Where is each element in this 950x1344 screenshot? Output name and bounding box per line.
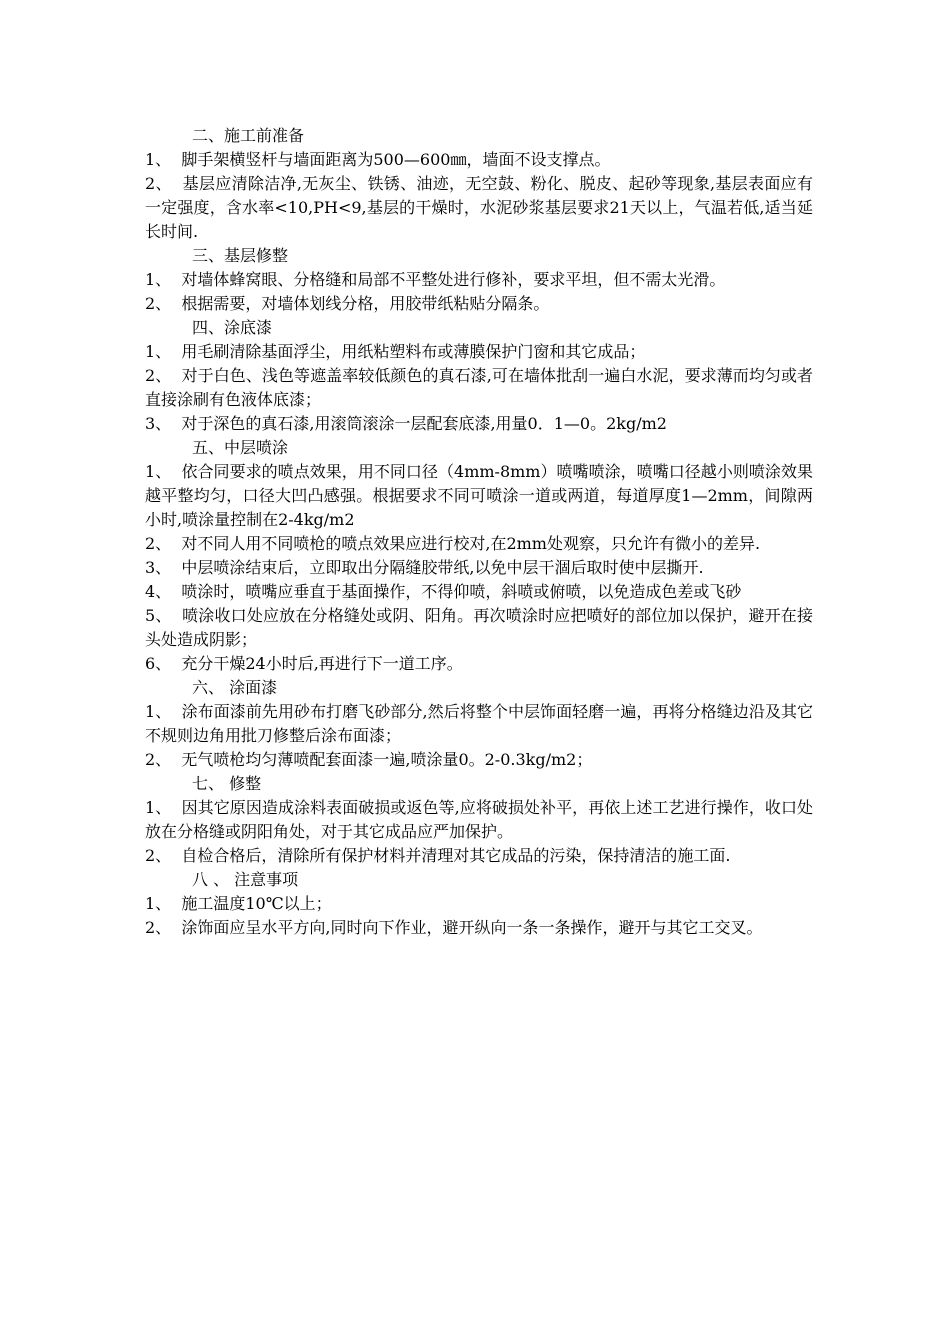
item-number: 2、 xyxy=(145,294,172,313)
list-item xyxy=(145,268,813,292)
item-number: 2、 xyxy=(145,534,172,553)
item-number: 3、 xyxy=(145,558,172,577)
list-item xyxy=(145,916,813,940)
document-body xyxy=(145,124,813,940)
item-number: 1、 xyxy=(145,270,172,289)
item-text: 对不同人用不同喷枪的喷点效果应进行校对,在2mm处观察，只允许有微小的差异. xyxy=(181,534,761,553)
item-number: 2、 xyxy=(145,918,172,937)
item-number: 1、 xyxy=(145,342,172,361)
item-number: 1、 xyxy=(145,894,172,913)
item-number: 4、 xyxy=(145,582,172,601)
list-item xyxy=(145,796,813,844)
item-number: 1、 xyxy=(145,462,172,481)
item-number: 3、 xyxy=(145,414,172,433)
list-item xyxy=(145,556,813,580)
item-text: 对于深色的真石漆,用滚筒滚涂一层配套底漆,用量0．1—0。2kg/m2 xyxy=(181,414,667,433)
section-heading: 四、涂底漆 xyxy=(192,318,273,337)
item-number: 2、 xyxy=(145,846,172,865)
item-number: 1、 xyxy=(145,798,172,817)
section-heading: 六、 涂面漆 xyxy=(192,678,278,697)
item-text: 用毛刷清除基面浮尘，用纸粘塑料布或薄膜保护门窗和其它成品； xyxy=(181,342,646,361)
item-number: 2、 xyxy=(145,174,172,193)
item-text: 根据需要，对墙体划线分格，用胶带纸粘贴分隔条。 xyxy=(181,294,550,313)
item-text: 自检合格后，清除所有保护材料并清理对其它成品的污染，保持清洁的施工面. xyxy=(181,846,731,865)
item-text: 依合同要求的喷点效果，用不同口径（4mm-8mm）喷嘴喷涂，喷嘴口径越小则喷涂效果越平整均匀，口径大凹凸感强。根据要求不同可喷涂一道或两道，每道厚度1—2mm，间隙两小时,喷涂量控制在2-4kg/m2 xyxy=(145,462,813,529)
item-text: 对于白色、浅色等遮盖率较低颜色的真石漆,可在墙体批刮一遍白水泥，要求薄而均匀或者直接涂刷有色液体底漆； xyxy=(145,366,814,409)
item-text: 对墙体蜂窝眼、分格缝和局部不平整处进行修补，要求平坦，但不需太光滑。 xyxy=(181,270,726,289)
list-item xyxy=(145,364,813,412)
list-item xyxy=(145,340,813,364)
item-text: 喷涂收口处应放在分格缝处或阴、阳角。再次喷涂时应把喷好的部位加以保护，避开在接头处造成阴影； xyxy=(145,606,813,649)
item-text: 喷涂时，喷嘴应垂直于基面操作，不得仰喷，斜喷或俯喷，以免造成色差或飞砂 xyxy=(181,582,742,601)
item-number: 1、 xyxy=(145,150,172,169)
item-text: 中层喷涂结束后，立即取出分隔缝胶带纸,以免中层干涸后取时使中层撕开. xyxy=(181,558,704,577)
item-text: 施工温度10℃以上； xyxy=(181,894,332,913)
section-heading: 八 、 注意事项 xyxy=(192,870,299,889)
section-heading: 七、 修整 xyxy=(192,774,262,793)
section-heading: 二、施工前准备 xyxy=(192,126,305,145)
item-text: 脚手架横竖杆与墙面距离为500—600㎜，墙面不设支撑点。 xyxy=(181,150,611,169)
list-item xyxy=(145,580,813,604)
item-text: 因其它原因造成涂料表面破损或返色等,应将破损处补平，再依上述工艺进行操作，收口处放在分格缝或阴阳角处，对于其它成品应严加保护。 xyxy=(145,798,814,841)
list-item xyxy=(145,892,813,916)
item-text: 涂布面漆前先用砂布打磨飞砂部分,然后将整个中层饰面轻磨一遍，再将分格缝边沿及其它不规则边角用批刀修整后涂布面漆； xyxy=(145,702,814,745)
list-item xyxy=(145,460,813,532)
list-item xyxy=(145,604,813,652)
list-item xyxy=(145,532,813,556)
list-item xyxy=(145,844,813,868)
section-heading: 五、中层喷涂 xyxy=(192,438,289,457)
item-text: 基层应清除洁净,无灰尘、铁锈、油迹，无空鼓、粉化、脱皮、起砂等现象,基层表面应有一定强度，含水率<10,PH<9,基层的干燥时，水泥砂浆基层要求21天以上，气温若低,适当延长时间. xyxy=(145,174,813,241)
list-item xyxy=(145,292,813,316)
list-item xyxy=(145,748,813,772)
list-item xyxy=(145,148,813,172)
item-number: 5、 xyxy=(145,606,172,625)
item-number: 2、 xyxy=(145,750,172,769)
item-number: 2、 xyxy=(145,366,172,385)
list-item xyxy=(145,412,813,436)
item-text: 充分干燥24小时后,再进行下一道工序。 xyxy=(181,654,463,673)
section-heading: 三、基层修整 xyxy=(192,246,289,265)
list-item xyxy=(145,652,813,676)
item-text: 涂饰面应呈水平方向,同时向下作业，避开纵向一条一条操作，避开与其它工交叉。 xyxy=(181,918,763,937)
item-number: 1、 xyxy=(145,702,172,721)
list-item xyxy=(145,700,813,748)
list-item xyxy=(145,172,813,244)
item-number: 6、 xyxy=(145,654,172,673)
item-text: 无气喷枪均匀薄喷配套面漆一遍,喷涂量0。2-0.3kg/m2； xyxy=(181,750,593,769)
